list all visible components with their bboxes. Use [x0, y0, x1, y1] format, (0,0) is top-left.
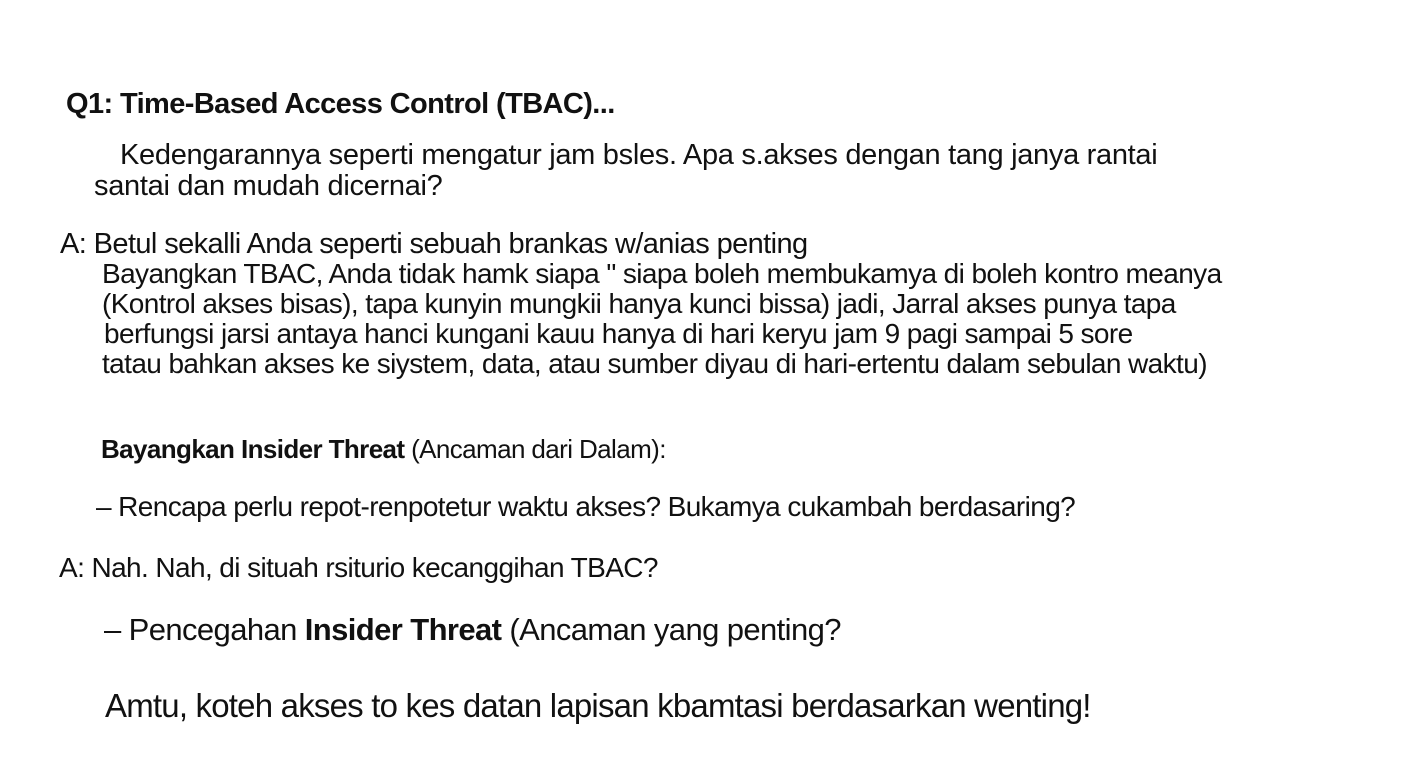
answer-body-line-2: (Kontrol akses bisas), tapa kunyin mungkii hanya kunci bissa) jadi, Jarral akses punya tapa: [102, 288, 1176, 319]
answer-body-line-1: Bayangkan TBAC, Anda tidak hamk siapa " siapa boleh membukamya di boleh kontro meanya: [102, 258, 1222, 289]
section-heading-bold: Bayangkan Insider Threat: [101, 434, 405, 464]
section-heading-normal: (Ancaman dari Dalam):: [404, 434, 666, 464]
answer-first-line: [60, 230, 808, 259]
answer-two-prefix: A:: [59, 552, 85, 583]
final-statement: Amtu, koteh akses to kes datan lapisan kbamtasi berdasarkan wenting!: [105, 687, 1091, 724]
answer-two: [59, 554, 658, 582]
question-title: Q1: Time-Based Access Control (TBAC)...: [66, 88, 615, 120]
answer-two-text: Nah. Nah, di situah rsiturio kecanggihan TBAC?: [91, 552, 658, 583]
bullet-rest: (Ancaman yang penting?: [501, 612, 841, 647]
bullet-bold: Insider Threat: [304, 612, 502, 647]
question-body-line-2: santai dan mudah dicernai?: [94, 170, 443, 202]
answer-prefix: A:: [60, 228, 87, 260]
answer-body-line-4: tatau bahkan akses ke siystem, data, atau sumber diyau di hari-ertentu dalam sebulan waktu): [102, 348, 1207, 379]
question-two: – Rencapa perlu repot-renpotetur waktu akses? Bukamya cukambah berdasaring?: [96, 491, 1076, 522]
answer-body-line-3: berfungsi jarsi antaya hanci kungani kauu hanya di hari keryu jam 9 pagi sampai 5 sore: [104, 318, 1133, 349]
answer-first-text: Betul sekalli Anda seperti sebuah brankas w/anias penting: [93, 228, 808, 260]
question-body-line-1: Kedengarannya seperti mengatur jam bsles. Apa s.akses dengan tang janya rantai: [120, 139, 1158, 171]
bullet-insider-threat: [104, 614, 841, 645]
section-heading: [101, 436, 666, 462]
bullet-lead: – Pencegahan: [104, 612, 305, 647]
